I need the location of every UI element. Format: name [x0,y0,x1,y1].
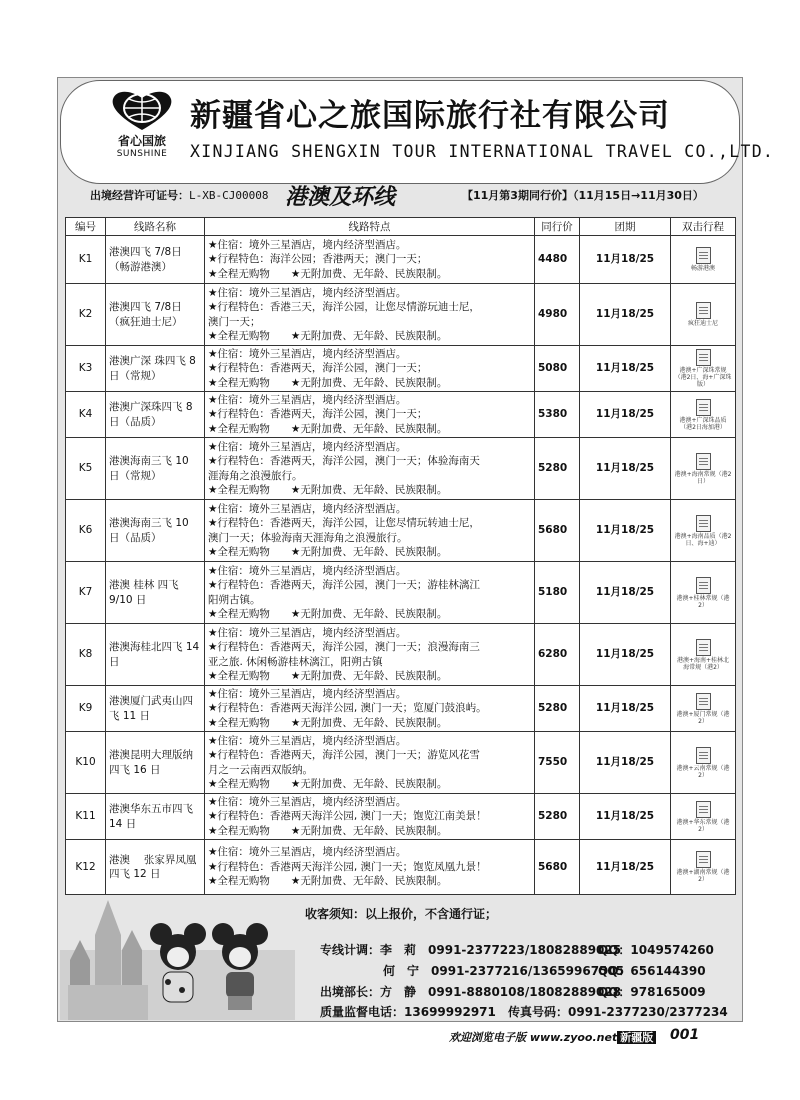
route-id: K9 [66,686,106,732]
feature-line: ★行程特色：香港两天，海洋公园，澳门一天；体验海南天 [208,455,480,467]
feature-line: ★全程无购物 ★无附加费、无年龄、民族限制。 [208,824,448,837]
feature-line: 阳朔古镇。 [208,593,261,606]
route-date: 11月18/25 [580,840,671,895]
feature-line: ★住宿：境外三星酒店，境内经济型酒店。 [208,393,407,406]
table-row [66,624,736,686]
feature-line: ★全程无购物 ★无附加费、无年龄、民族限制。 [208,330,448,342]
heart-globe-icon [107,88,177,132]
feature-line: ★住宿：境外三星酒店，境内经济型酒店。 [208,795,407,808]
table-row [66,686,736,732]
company-title-en: XINJIANG SHENGXIN TOUR INTERNATIONAL TRAVEL CO.,LTD. [190,142,775,161]
document-icon[interactable] [696,693,711,710]
document-icon[interactable] [696,577,711,594]
document-icon[interactable] [696,515,711,532]
route-price: 4980 [535,284,580,346]
feature-line: ★行程特色：香港两天海洋公园, 澳门一天；饱览江南美景！ [208,810,487,823]
route-id: K7 [66,562,106,624]
itinerary-doc-cell[interactable] [671,840,736,895]
route-id: K4 [66,392,106,438]
itinerary-doc-label[interactable]: 港澳+海南常规（港2日） [674,470,732,485]
route-date: 11月18/25 [580,346,671,392]
table-row [66,562,736,624]
route-category-title: 港澳及环线 [285,184,396,210]
route-price: 4480 [535,236,580,284]
route-name: 港澳广深 珠四飞 8 日（常规） [106,346,205,392]
col-header-features: 线路特点 [205,218,535,236]
route-name: 港澳海南三飞 10 日（品质） [106,500,205,562]
feature-line: ★住宿：境外三星酒店，境内经济型酒店。 [208,347,407,360]
document-icon[interactable] [696,851,711,868]
route-name: 港澳四飞 7/8日（畅游港澳） [106,236,205,284]
route-id: K8 [66,624,106,686]
feature-line: ★住宿：境外三星酒店，境内经济型酒店。 [208,734,407,747]
route-price: 5280 [535,438,580,500]
route-features [205,686,535,732]
route-date: 11月18/25 [580,794,671,840]
itinerary-doc-cell[interactable] [671,500,736,562]
route-date: 11月18/25 [580,438,671,500]
col-header-itinerary: 双击行程 [671,218,736,236]
route-date: 11月18/25 [580,500,671,562]
route-features [205,392,535,438]
table-row [66,438,736,500]
feature-line: ★住宿：境外三星酒店，境内经济型酒店。 [208,626,407,639]
booking-notice: 收客须知：以上报价，不含通行证； [305,907,498,921]
col-header-id: 编号 [66,218,106,236]
route-features [205,562,535,624]
document-icon[interactable] [696,801,711,818]
feature-line: ★住宿：境外三星酒店，境内经济型酒店。 [208,564,407,577]
feature-line: ★全程无购物 ★无附加费、无年龄、民族限制。 [208,376,448,389]
feature-line: ★行程特色：香港两天海洋公园, 澳门一天；览厦门鼓浪屿。 [208,702,487,715]
route-name: 港澳海桂北四飞 14 日 [106,624,205,686]
route-price: 7550 [535,732,580,794]
license-number [90,187,268,203]
route-date: 11月18/25 [580,236,671,284]
table-row [66,346,736,392]
route-date: 11月18/25 [580,392,671,438]
quality-phone: 质量监督电话：13699992971 [320,1005,496,1019]
route-features [205,732,535,794]
table-row [66,392,736,438]
route-id: K6 [66,500,106,562]
itinerary-doc-cell[interactable] [671,624,736,686]
route-name: 港澳四飞 7/8日（疯狂迪士尼） [106,284,205,346]
feature-line: ★住宿：境外三星酒店，境内经济型酒店。 [208,238,407,251]
website-banner[interactable]: 欢迎浏览电子版 www.zyoo.net 新疆版 [449,1029,656,1045]
feature-line: ★全程无购物 ★无附加费、无年龄、民族限制。 [208,267,448,280]
page-number: 001 [670,1027,700,1043]
itinerary-doc-label[interactable]: 港澳+海南+桂林北海常规（港2） [676,656,730,671]
itinerary-doc-label[interactable]: 畅游港澳 [690,265,715,272]
castle-mickey-illustration [60,890,295,1020]
route-price: 5680 [535,500,580,562]
document-icon[interactable] [696,302,711,319]
route-date: 11月18/25 [580,562,671,624]
itinerary-doc-cell[interactable] [671,686,736,732]
itinerary-doc-cell[interactable] [671,562,736,624]
route-date: 11月18/25 [580,624,671,686]
feature-line: ★全程无购物 ★无附加费、无年龄、民族限制。 [208,608,448,620]
route-date: 11月18/25 [580,732,671,794]
contact-line-2: 何 宁 0991-2377216/13659967505 [383,964,625,978]
route-name: 港澳广深珠四飞 8 日（品质） [106,392,205,438]
table-header-row [66,218,736,236]
route-id: K2 [66,284,106,346]
feature-line: ★行程特色：香港两天，海洋公园，澳门一天； [208,408,428,421]
col-header-date: 团期 [580,218,671,236]
route-features [205,236,535,284]
feature-line: ★行程特色：香港三天，海洋公园，让您尽情游玩迪士尼， [208,301,480,313]
feature-line: ★住宿：境外三星酒店，境内经济型酒店。 [208,440,407,453]
contact-line-1: 专线计调：李 莉 0991-2377223/18082889025 [320,943,622,957]
feature-line: ★行程特色：香港两天，海洋公园，澳门一天； [208,362,428,375]
itinerary-doc-cell[interactable] [671,392,736,438]
itinerary-doc-label[interactable]: 港澳+云南常规（港2） [676,764,730,779]
table-row [66,794,736,840]
feature-line: ★住宿：境外三星酒店，境内经济型酒店。 [208,502,407,515]
route-features [205,794,535,840]
route-date: 11月18/25 [580,686,671,732]
fax-number: 传真号码：0991-2377230/2377234 [508,1005,728,1019]
itinerary-doc-cell[interactable] [671,794,736,840]
route-id: K11 [66,794,106,840]
feature-line: ★全程无购物 ★无附加费、无年龄、民族限制。 [208,875,448,888]
feature-line: ★行程特色：香港两天，海洋公园，澳门一天；浪漫海南三 [208,641,480,653]
feature-line: ★全程无购物 ★无附加费、无年龄、民族限制。 [208,778,448,790]
feature-line: ★住宿：境外三星酒店，境内经济型酒店。 [208,687,407,700]
contact-qq-3: QQ：978165009 [598,985,706,999]
feature-line: ★住宿：境外三星酒店，境内经济型酒店。 [208,286,407,299]
route-name: 港澳昆明大理版纳四飞 16 日 [106,732,205,794]
feature-line: ★全程无购物 ★无附加费、无年龄、民族限制。 [208,484,448,496]
company-title-cn: 新疆省心之旅国际旅行社有限公司 [190,98,670,134]
route-name: 港澳 桂林 四飞 9/10 日 [106,562,205,624]
route-name: 港澳海南三飞 10 日（常规） [106,438,205,500]
route-name: 港澳华东五市四飞 14 日 [106,794,205,840]
route-price: 5280 [535,686,580,732]
document-icon[interactable] [696,453,711,470]
company-logo [107,88,177,168]
route-id: K3 [66,346,106,392]
route-id: K1 [66,236,106,284]
document-icon[interactable] [696,639,711,656]
route-id: K12 [66,840,106,895]
price-period: 【11月第3期同行价】（11月15日→11月30日） [462,189,704,202]
route-price: 6280 [535,624,580,686]
feature-line: ★行程特色：香港两天，海洋公园，澳门一天；游览风花雪 [208,749,480,761]
route-features [205,500,535,562]
itinerary-doc-label[interactable]: 港澳+湖南常规（港2） [676,869,730,883]
license-label: 出境经营许可证号： [90,189,189,202]
feature-line: ★行程特色：香港两天，海洋公园，澳门一天；游桂林漓江 [208,579,480,591]
feature-line: ★行程特色：香港两天，海洋公园，让您尽情玩转迪士尼， [208,517,480,529]
feature-line: 澳门一天；体验海南天涯海角之浪漫旅行。 [208,531,408,544]
route-features [205,840,535,895]
itinerary-doc-cell[interactable] [671,346,736,392]
route-name: 港澳厦门武夷山四飞 11 日 [106,686,205,732]
itinerary-doc-label[interactable]: 港澳+桂林常规（港2） [676,594,730,609]
itinerary-doc-label[interactable]: 疯狂迪士尼 [687,320,718,327]
route-price: 5380 [535,392,580,438]
col-header-price: 同行价 [535,218,580,236]
route-price: 5080 [535,346,580,392]
table-row [66,732,736,794]
feature-line: ★行程特色：香港两天海洋公园, 澳门一天；饱览凤凰九景！ [208,860,487,873]
feature-line: 涯海角之浪漫旅行。 [208,469,303,482]
table-row [66,500,736,562]
route-name: 港澳 张家界凤凰四飞 12 日 [106,840,205,895]
feature-line: 澳门一天； [208,315,261,328]
itinerary-doc-cell[interactable] [671,438,736,500]
itinerary-doc-label[interactable]: 港澳+广深珠品质（港2日海加港） [679,416,727,431]
col-header-name: 线路名称 [106,218,205,236]
feature-line: ★全程无购物 ★无附加费、无年龄、民族限制。 [208,716,448,729]
feature-line: ★全程无购物 ★无附加费、无年龄、民族限制。 [208,422,448,435]
route-price: 5680 [535,840,580,895]
document-icon[interactable] [696,349,711,366]
itinerary-doc-label[interactable]: 港澳+厦门常规（港2） [676,710,730,725]
itinerary-doc-label[interactable]: 港澳+广深珠常规（港2日、海+广深珠版） [674,367,732,388]
feature-line: 亚之旅. 休闲畅游桂林漓江，阳朔古镇 [208,655,383,668]
itinerary-doc-cell[interactable] [671,236,736,284]
itinerary-doc-cell[interactable] [671,732,736,794]
logo-cn-text: 省心国旅 [117,134,166,148]
contact-qq-1: QQ：1049574260 [598,943,714,957]
logo-en-text: SUNSHINE [116,149,168,159]
table-row [66,236,736,284]
table-row [66,840,736,895]
contact-line-3: 出境部长：方 静 0991-8880108/18082889028 [320,985,622,999]
route-features [205,624,535,686]
route-features [205,284,535,346]
feature-line: ★行程特色：海洋公园；香港两天；澳门一天； [208,253,428,266]
license-code: L-XB-CJ00008 [189,189,269,202]
itinerary-doc-cell[interactable] [671,284,736,346]
document-icon[interactable] [696,747,711,764]
document-icon[interactable] [696,399,711,416]
route-features [205,346,535,392]
document-icon[interactable] [696,247,711,264]
route-features [205,438,535,500]
feature-line: ★住宿：境外三星酒店，境内经济型酒店。 [208,846,407,859]
feature-line: 月之一云南西双版纳。 [208,763,313,776]
feature-line: ★全程无购物 ★无附加费、无年龄、民族限制。 [208,546,448,558]
contact-qq-2: QQ：656144390 [598,964,706,978]
route-date: 11月18/25 [580,284,671,346]
itinerary-doc-label[interactable]: 港澳+华东常规（港2） [676,818,730,833]
route-id: K5 [66,438,106,500]
itinerary-doc-label[interactable]: 港澳+海南品质（港2日、海+迪） [674,532,732,547]
route-price: 5180 [535,562,580,624]
route-id: K10 [66,732,106,794]
feature-line: ★全程无购物 ★无附加费、无年龄、民族限制。 [208,670,448,682]
route-price: 5280 [535,794,580,840]
table-row [66,284,736,346]
route-table [65,217,736,895]
